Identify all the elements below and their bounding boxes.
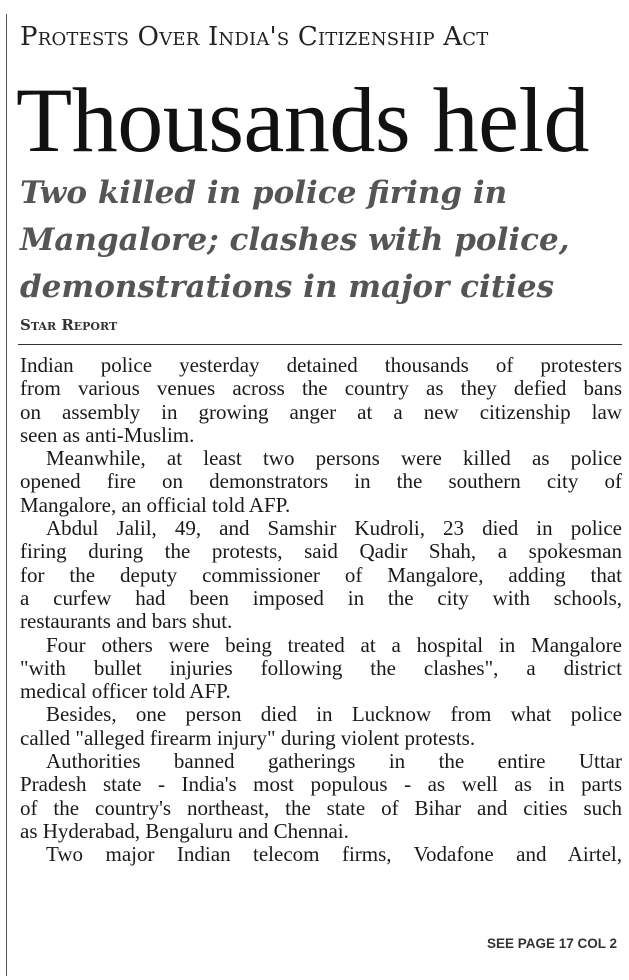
body-line: opened fire on demonstrators in the southern city of bbox=[20, 469, 622, 494]
article-byline: Star Report bbox=[20, 316, 118, 334]
body-line: as Hyderabad, Bengaluru and Chennai. bbox=[20, 818, 349, 843]
body-line: "with bullet injuries following the clashes", a district bbox=[20, 655, 622, 680]
article-deck bbox=[20, 170, 620, 311]
body-line: Abdul Jalil, 49, and Samshir Kudroli, 23 died in police bbox=[46, 516, 622, 541]
article-headline: Thousands held bbox=[16, 69, 590, 171]
body-line: restaurants and bars shut. bbox=[20, 609, 233, 634]
body-line: Pradesh state - India's most populous - as well as in parts bbox=[20, 772, 622, 797]
body-line: a curfew had been imposed in the city with schools, bbox=[20, 585, 622, 610]
body-line: Authorities banned gatherings in the entire Uttar bbox=[46, 749, 622, 774]
body-line: Besides, one person died in Lucknow from what police bbox=[46, 702, 622, 727]
article-kicker: Protests Over India's Citizenship Act bbox=[20, 22, 489, 52]
deck-line: Two killed in police firing in bbox=[20, 175, 508, 211]
body-line: on assembly in growing anger at a new citizenship law bbox=[20, 399, 622, 424]
article-body bbox=[20, 354, 622, 867]
body-line: Meanwhile, at least two persons were killed as police bbox=[46, 446, 622, 471]
body-line: medical officer told AFP. bbox=[20, 679, 231, 704]
continuation-note[interactable]: SEE PAGE 17 COL 2 bbox=[486, 936, 617, 951]
body-line: from various venues across the country as they defied bans bbox=[20, 376, 622, 401]
body-line: for the deputy commissioner of Mangalore, adding that bbox=[20, 562, 622, 587]
body-line: of the country's northeast, the state of Bihar and cities such bbox=[20, 795, 622, 820]
deck-line: demonstrations in major cities bbox=[20, 269, 555, 305]
divider-rule bbox=[18, 344, 622, 345]
deck-line: Mangalore; clashes with police, bbox=[20, 222, 570, 258]
body-line: Mangalore, an official told AFP. bbox=[20, 492, 291, 517]
body-line: firing during the protests, said Qadir Shah, a spokesman bbox=[20, 539, 622, 564]
body-line: called "alleged firearm injury" during violent protests. bbox=[20, 725, 476, 750]
body-line: seen as anti-Muslim. bbox=[20, 422, 195, 447]
body-line: Two major Indian telecom firms, Vodafone and Airtel, bbox=[46, 842, 622, 867]
body-line: Four others were being treated at a hospital in Mangalore bbox=[46, 632, 622, 657]
body-line: Indian police yesterday detained thousands of protesters bbox=[20, 353, 622, 377]
